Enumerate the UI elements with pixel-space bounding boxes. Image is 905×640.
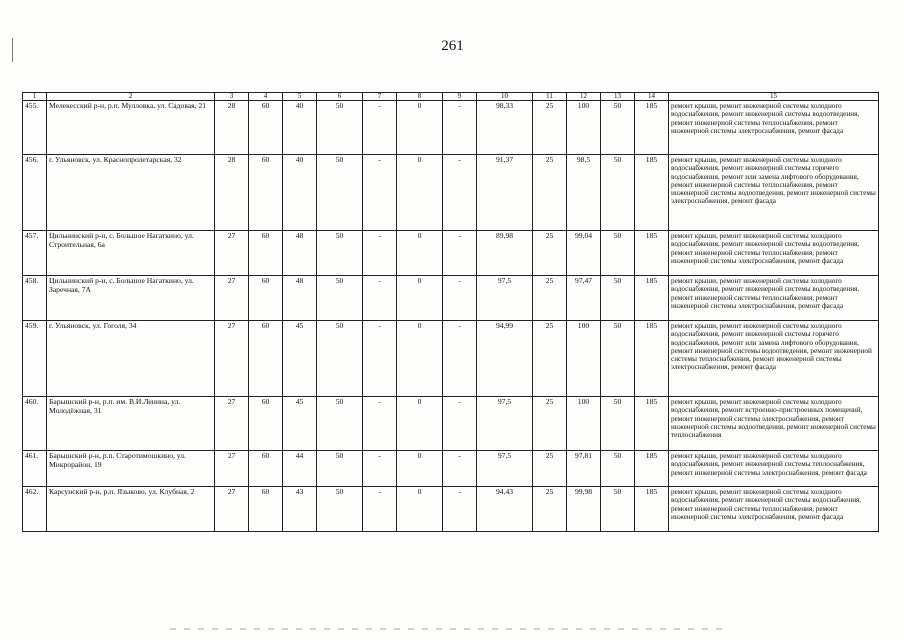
value-cell: 25 [533, 487, 567, 532]
column-header: 2 [47, 93, 215, 101]
row-number: 460. [23, 397, 47, 451]
value-cell: 98,33 [477, 101, 533, 155]
value-cell: 89,98 [477, 231, 533, 276]
value-cell: 50 [317, 231, 363, 276]
value-cell: 40 [283, 155, 317, 231]
works-cell: ремонт крыши, ремонт инженерной системы холодного водоснабжения, ремонт инженерной системы теплоснабжения, ремонт инженерной системы электроснабжения, ремонт фасада [669, 451, 879, 487]
column-number-row [23, 93, 879, 101]
value-cell: 0 [397, 397, 443, 451]
value-cell: 94,43 [477, 487, 533, 532]
table-row [23, 321, 879, 397]
address-cell: Цильнинский р-н, с. Большое Нагаткино, ул. Заречная, 7А [47, 276, 215, 321]
column-header: 7 [363, 93, 397, 101]
value-cell: 27 [215, 231, 249, 276]
value-cell: 48 [283, 276, 317, 321]
value-cell: 45 [283, 397, 317, 451]
column-header: 5 [283, 93, 317, 101]
value-cell: 48 [283, 231, 317, 276]
value-cell: 185 [635, 487, 669, 532]
value-cell: - [443, 101, 477, 155]
column-header: 1 [23, 93, 47, 101]
value-cell: 27 [215, 487, 249, 532]
works-cell: ремонт крыши, ремонт инженерной системы холодного водоснабжения, ремонт инженерной системы водоснабжения, ремонт инженерной системы теплоснабжения, ремонт инженерной системы электроснабжения, ремонт фасада [669, 487, 879, 532]
value-cell: 91,37 [477, 155, 533, 231]
row-number: 456. [23, 155, 47, 231]
address-cell: Мелекесский р-н, р.п. Мулловка, ул. Садовая, 21 [47, 101, 215, 155]
value-cell: 98,5 [567, 155, 601, 231]
value-cell: 185 [635, 101, 669, 155]
column-header: 4 [249, 93, 283, 101]
column-header: 9 [443, 93, 477, 101]
column-header: 8 [397, 93, 443, 101]
value-cell: 50 [601, 397, 635, 451]
column-header: 3 [215, 93, 249, 101]
value-cell: - [363, 451, 397, 487]
value-cell: 40 [283, 101, 317, 155]
works-cell: ремонт крыши, ремонт инженерной системы холодного водоснабжения, ремонт инженерной системы водоотведения, ремонт инженерной системы теплоснабжения, ремонт инженерной системы электроснабжения, ремонт фасада [669, 231, 879, 276]
value-cell: 50 [317, 451, 363, 487]
value-cell: 0 [397, 487, 443, 532]
address-cell: Цильнинский р-н, с. Большое Нагаткино, ул. Строительная, 6а [47, 231, 215, 276]
value-cell: 60 [249, 276, 283, 321]
value-cell: 50 [317, 276, 363, 321]
value-cell: 60 [249, 321, 283, 397]
value-cell: 60 [249, 155, 283, 231]
value-cell: 0 [397, 451, 443, 487]
value-cell: 50 [601, 451, 635, 487]
table-row [23, 397, 879, 451]
value-cell: 100 [567, 101, 601, 155]
value-cell: 50 [601, 155, 635, 231]
value-cell: 60 [249, 101, 283, 155]
row-number: 461. [23, 451, 47, 487]
value-cell: 99,98 [567, 487, 601, 532]
value-cell: 99,04 [567, 231, 601, 276]
row-number: 459. [23, 321, 47, 397]
column-header: 13 [601, 93, 635, 101]
value-cell: 25 [533, 451, 567, 487]
value-cell: 25 [533, 321, 567, 397]
value-cell: 97,5 [477, 397, 533, 451]
column-header: 10 [477, 93, 533, 101]
column-header: 11 [533, 93, 567, 101]
value-cell: - [443, 321, 477, 397]
value-cell: 185 [635, 231, 669, 276]
scan-smudge [170, 628, 730, 630]
value-cell: 25 [533, 155, 567, 231]
value-cell: 50 [317, 487, 363, 532]
value-cell: 185 [635, 276, 669, 321]
column-header: 12 [567, 93, 601, 101]
row-number: 462. [23, 487, 47, 532]
value-cell: 185 [635, 397, 669, 451]
value-cell: - [363, 321, 397, 397]
address-cell: г. Ульяновск, ул. Гоголя, 34 [47, 321, 215, 397]
value-cell: 50 [317, 321, 363, 397]
value-cell: 27 [215, 321, 249, 397]
column-header: 15 [669, 93, 879, 101]
table-row [23, 101, 879, 155]
works-cell: ремонт крыши, ремонт инженерной системы холодного водоснабжения, ремонт встроенно-пристроенных помещений, ремонт инженерной системы электроснабжения, ремонт инженерной системы водоотведения, ремонт инженерной системы теплоснабжения [669, 397, 879, 451]
value-cell: 0 [397, 276, 443, 321]
value-cell: 25 [533, 231, 567, 276]
works-cell: ремонт крыши, ремонт инженерной системы холодного водоснабжения, ремонт инженерной системы горячего водоснабжения, ремонт или замена лифтового оборудования, ремонт инженерной системы водоотведения, ремонт инженерной системы теплоснабжения, ремонт инженерной системы электроснабжения, ремонт фасада [669, 321, 879, 397]
value-cell: - [363, 101, 397, 155]
value-cell: - [363, 487, 397, 532]
value-cell: 25 [533, 101, 567, 155]
works-cell: ремонт крыши, ремонт инженерной системы холодного водоснабжения, ремонт инженерной системы водоотведения, ремонт инженерной системы теплоснабжения, ремонт инженерной системы электроснабжения, ремонт фасада [669, 276, 879, 321]
value-cell: 0 [397, 155, 443, 231]
value-cell: 28 [215, 101, 249, 155]
value-cell: 28 [215, 155, 249, 231]
address-cell: Барышский р-н, р.п. Старотимошкино, ул. Микрорайон, 19 [47, 451, 215, 487]
address-cell: г. Ульяновск, ул. Краснопролетарская, 32 [47, 155, 215, 231]
value-cell: 27 [215, 397, 249, 451]
value-cell: 185 [635, 155, 669, 231]
value-cell: 0 [397, 321, 443, 397]
value-cell: 0 [397, 231, 443, 276]
works-cell: ремонт крыши, ремонт инженерной системы холодного водоснабжения, ремонт инженерной системы водоотведения, ремонт инженерной системы теплоснабжения, ремонт инженерной системы электроснабжения, ремонт фасада [669, 101, 879, 155]
column-header: 6 [317, 93, 363, 101]
value-cell: - [443, 231, 477, 276]
value-cell: 60 [249, 231, 283, 276]
value-cell: 50 [317, 101, 363, 155]
value-cell: - [443, 155, 477, 231]
value-cell: - [363, 155, 397, 231]
table-row [23, 451, 879, 487]
works-cell: ремонт крыши, ремонт инженерной системы холодного водоснабжения, ремонт инженерной системы горячего водоснабжения, ремонт или замена лифтового оборудования, ремонт инженерной системы теплоснабжения, ремонт инженерной системы водоотведения, ремонт инженерной системы электроснабжения, ремонт фасада [669, 155, 879, 231]
value-cell: 97,81 [567, 451, 601, 487]
page-number: 261 [441, 38, 464, 54]
repair-schedule-table [22, 92, 879, 532]
value-cell: 43 [283, 487, 317, 532]
value-cell: - [443, 487, 477, 532]
table-row [23, 155, 879, 231]
value-cell: 97,5 [477, 276, 533, 321]
value-cell: 27 [215, 451, 249, 487]
table-row [23, 231, 879, 276]
address-cell: Барышский р-н, р.п. им. В.И.Ленина, ул. Молодёжная, 31 [47, 397, 215, 451]
value-cell: 50 [601, 101, 635, 155]
table-row [23, 276, 879, 321]
row-number: 457. [23, 231, 47, 276]
value-cell: 60 [249, 487, 283, 532]
value-cell: 60 [249, 451, 283, 487]
value-cell: 185 [635, 451, 669, 487]
value-cell: 50 [601, 276, 635, 321]
value-cell: - [363, 231, 397, 276]
value-cell: 50 [317, 155, 363, 231]
table-row [23, 487, 879, 532]
value-cell: 50 [601, 321, 635, 397]
value-cell: 44 [283, 451, 317, 487]
value-cell: 100 [567, 397, 601, 451]
row-number: 455. [23, 101, 47, 155]
row-number: 458. [23, 276, 47, 321]
value-cell: - [443, 276, 477, 321]
value-cell: 97,47 [567, 276, 601, 321]
value-cell: - [443, 397, 477, 451]
value-cell: 185 [635, 321, 669, 397]
value-cell: 60 [249, 397, 283, 451]
value-cell: 27 [215, 276, 249, 321]
value-cell: 50 [317, 397, 363, 451]
value-cell: 0 [397, 101, 443, 155]
value-cell: 25 [533, 276, 567, 321]
value-cell: - [363, 276, 397, 321]
value-cell: 100 [567, 321, 601, 397]
address-cell: Карсунский р-н, р.п. Языково, ул. Клубная, 2 [47, 487, 215, 532]
value-cell: 25 [533, 397, 567, 451]
value-cell: 94,99 [477, 321, 533, 397]
value-cell: - [363, 397, 397, 451]
value-cell: - [443, 451, 477, 487]
value-cell: 45 [283, 321, 317, 397]
value-cell: 50 [601, 487, 635, 532]
value-cell: 97,5 [477, 451, 533, 487]
value-cell: 50 [601, 231, 635, 276]
column-header: 14 [635, 93, 669, 101]
